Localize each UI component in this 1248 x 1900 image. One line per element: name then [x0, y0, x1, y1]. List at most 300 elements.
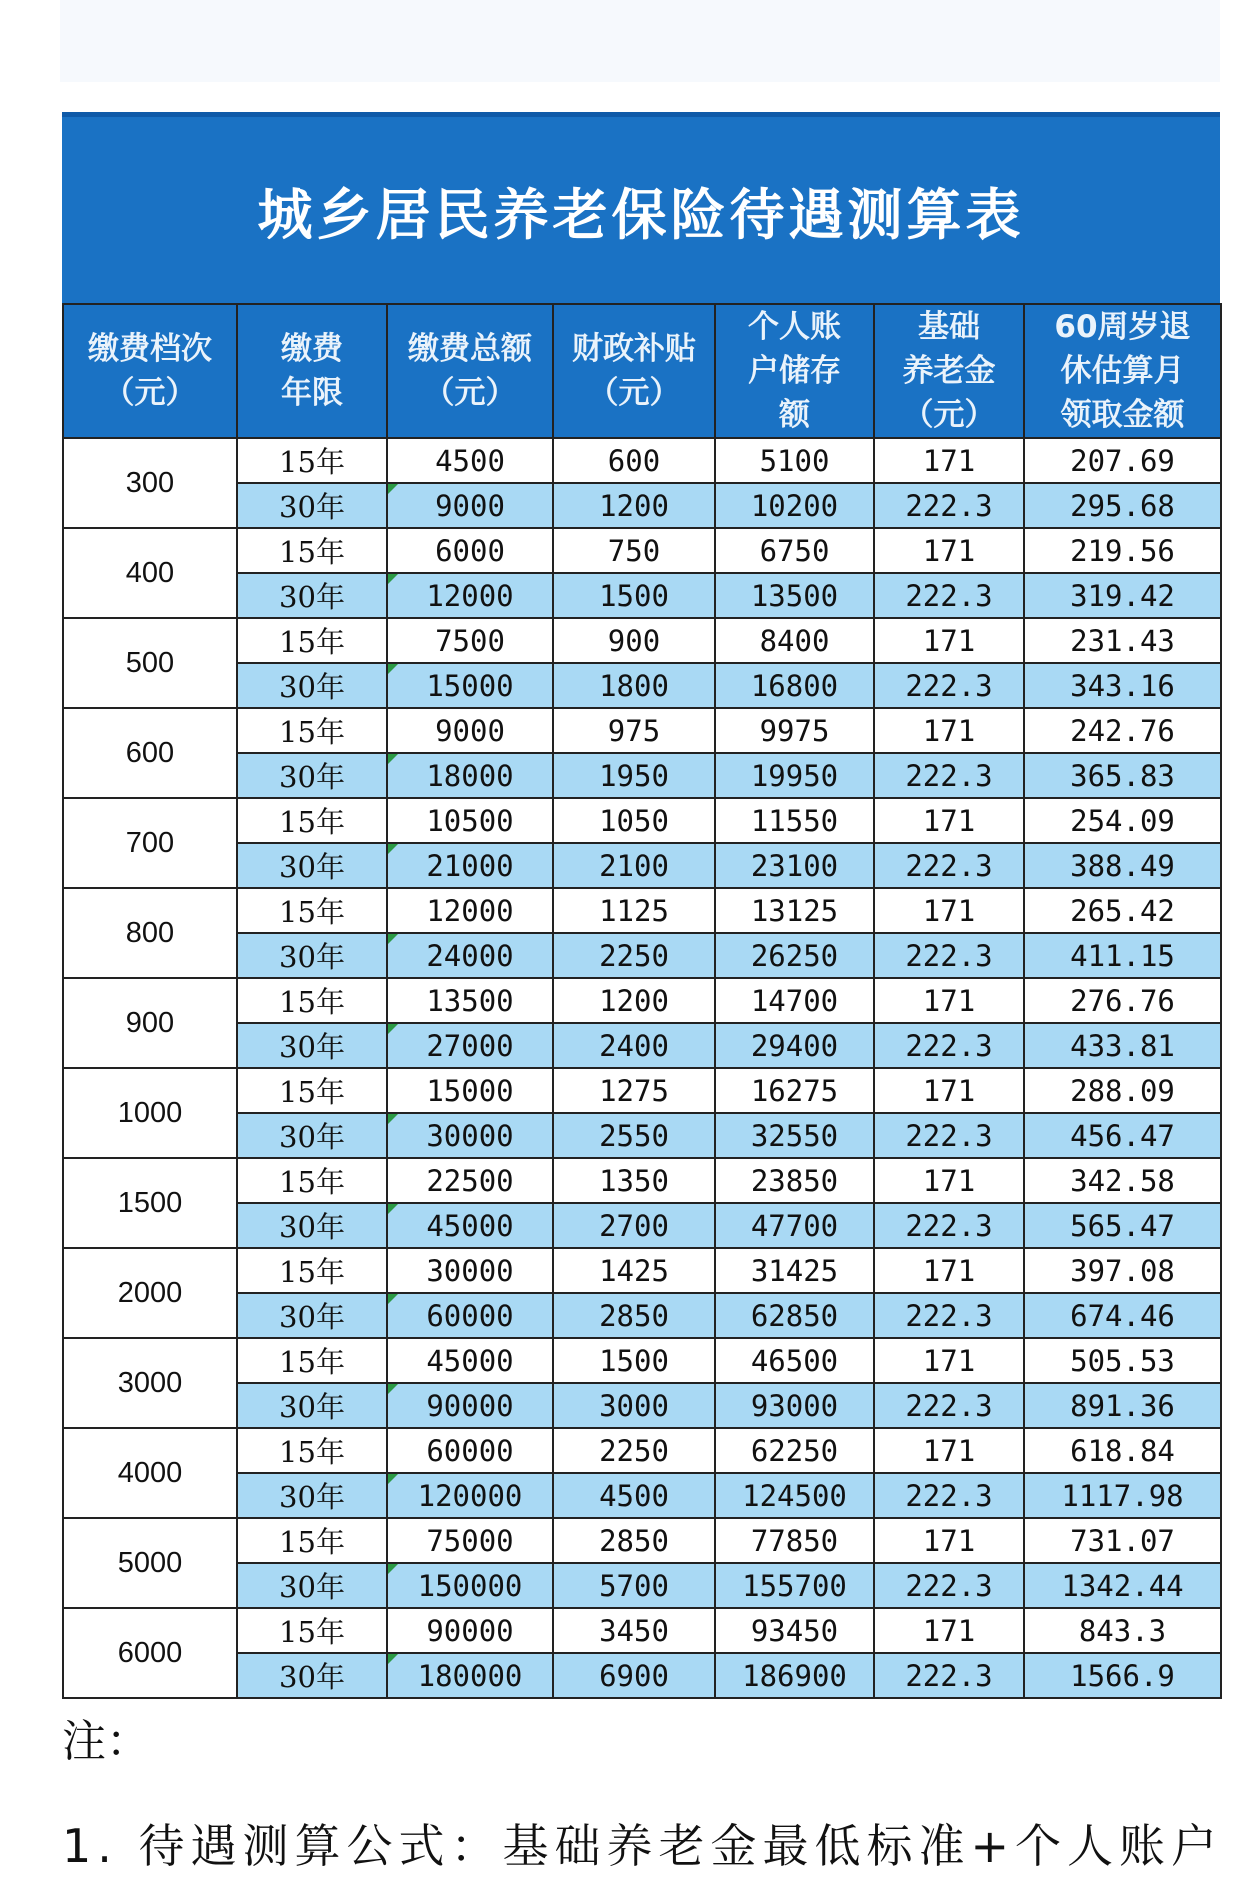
account-cell: [715, 1293, 874, 1338]
term-cell: [237, 1158, 387, 1203]
cell-value: 15年: [279, 445, 345, 479]
subsidy-cell: [553, 1428, 715, 1473]
cell-value: 433.81: [1070, 1028, 1175, 1063]
total-paid-cell: [387, 573, 553, 618]
cell-value: 365.83: [1070, 758, 1175, 793]
cell-value: 2550: [599, 1118, 669, 1153]
monthly-amount-cell: [1024, 438, 1221, 483]
total-paid-cell: [387, 888, 553, 933]
cell-note-flag-icon: [388, 934, 398, 944]
monthly-amount-cell: [1024, 888, 1221, 933]
grade-cell: 400: [63, 528, 237, 618]
table-row: [63, 1293, 1221, 1338]
term-cell: [237, 618, 387, 663]
cell-value: 207.69: [1070, 443, 1175, 478]
cell-value: 13500: [426, 983, 514, 1018]
cell-value: 15年: [279, 1075, 345, 1109]
cell-value: 2250: [599, 1433, 669, 1468]
total-paid-cell: [387, 798, 553, 843]
cell-value: 30年: [279, 1210, 345, 1244]
total-paid-cell: [387, 438, 553, 483]
basic-pension-cell: [874, 1338, 1024, 1383]
table-row: [63, 978, 1221, 1023]
column-header: [553, 304, 715, 438]
cell-value: 15年: [279, 625, 345, 659]
cell-value: 171: [922, 1343, 976, 1378]
cell-value: 30年: [279, 490, 345, 524]
cell-value: 30年: [279, 1120, 345, 1154]
subsidy-cell: [553, 1608, 715, 1653]
grade-cell: 1500: [63, 1158, 237, 1248]
cell-value: 505.53: [1070, 1343, 1175, 1378]
cell-value: 171: [922, 443, 976, 478]
cell-value: 62250: [750, 1433, 839, 1468]
account-cell: [715, 1473, 874, 1518]
total-paid-cell: [387, 933, 553, 978]
cell-value: 45000: [426, 1343, 514, 1378]
grade-cell: 500: [63, 618, 237, 708]
account-cell: [715, 798, 874, 843]
cell-value: 1125: [599, 893, 669, 928]
cell-value: 13500: [750, 578, 839, 613]
term-cell: [237, 438, 387, 483]
grade-cell: 600: [63, 708, 237, 798]
cell-value: 15年: [279, 1255, 345, 1289]
monthly-amount-cell: [1024, 1653, 1221, 1698]
cell-value: 30年: [279, 850, 345, 884]
cell-value: 186900: [742, 1658, 847, 1693]
column-header-line: 领取金额: [1060, 397, 1185, 433]
basic-pension-cell: [874, 978, 1024, 1023]
cell-value: 47700: [750, 1208, 839, 1243]
column-header-line: 财政补贴: [572, 331, 696, 367]
monthly-amount-cell: [1024, 843, 1221, 888]
table-row: [63, 528, 1221, 573]
term-cell: [237, 1023, 387, 1068]
cell-value: 171: [922, 803, 976, 838]
cell-note-flag-icon: [388, 1384, 398, 1394]
column-header-line: （元）: [423, 375, 517, 411]
total-paid-cell: [387, 1383, 553, 1428]
column-header: [1024, 304, 1221, 438]
basic-pension-cell: [874, 663, 1024, 708]
cell-note-flag-icon: [388, 754, 398, 764]
monthly-amount-cell: [1024, 798, 1221, 843]
cell-value: 4500: [435, 443, 505, 478]
grade-cell: 6000: [63, 1608, 237, 1698]
cell-value: 1950: [599, 758, 669, 793]
basic-pension-cell: [874, 438, 1024, 483]
grade-cell: 4000: [63, 1428, 237, 1518]
cell-value: 15年: [279, 715, 345, 749]
cell-value: 222.3: [905, 848, 993, 883]
cell-note-flag-icon: [388, 1204, 398, 1214]
cell-value: 6750: [759, 533, 830, 568]
cell-value: 30年: [279, 1300, 345, 1334]
term-cell: [237, 888, 387, 933]
cell-value: 1275: [599, 1073, 669, 1108]
basic-pension-cell: [874, 708, 1024, 753]
cell-value: 23100: [750, 848, 839, 883]
cell-value: 26250: [750, 938, 839, 973]
cell-value: 222.3: [905, 1298, 993, 1333]
account-cell: [715, 1653, 874, 1698]
cell-note-flag-icon: [388, 1564, 398, 1574]
cell-value: 222.3: [905, 578, 993, 613]
cell-note-flag-icon: [388, 1474, 398, 1484]
grade-cell: 900: [63, 978, 237, 1068]
term-cell: [237, 1203, 387, 1248]
column-header-line: 缴费总额: [408, 331, 532, 367]
cell-value: 900: [607, 623, 661, 658]
cell-value: 222.3: [905, 1568, 993, 1603]
account-cell: [715, 933, 874, 978]
cell-value: 180000: [417, 1658, 523, 1693]
pension-table-sheet: [62, 112, 1220, 1699]
cell-value: 231.43: [1070, 623, 1175, 658]
table-row: [63, 1338, 1221, 1383]
subsidy-cell: [553, 798, 715, 843]
column-header-line: （元）: [103, 375, 197, 411]
cell-value: 90000: [426, 1613, 514, 1648]
basic-pension-cell: [874, 798, 1024, 843]
total-paid-cell: [387, 618, 553, 663]
account-cell: [715, 1428, 874, 1473]
total-paid-cell: [387, 1338, 553, 1383]
cell-value: 1350: [599, 1163, 669, 1198]
cell-value: 30年: [279, 1480, 345, 1514]
table-row: [63, 843, 1221, 888]
total-paid-cell: [387, 1563, 553, 1608]
cell-value: 397.08: [1070, 1253, 1175, 1288]
term-cell: [237, 1518, 387, 1563]
cell-value: 222.3: [905, 668, 993, 703]
grade-cell: 2000: [63, 1248, 237, 1338]
column-header-line: 60周岁退: [1054, 309, 1191, 345]
term-cell: [237, 1248, 387, 1293]
subsidy-cell: [553, 708, 715, 753]
table-row: [63, 573, 1221, 618]
column-header-line: 额: [779, 397, 810, 433]
cell-value: 27000: [426, 1028, 514, 1063]
cell-value: 222.3: [905, 758, 993, 793]
cell-value: 15年: [279, 895, 345, 929]
cell-value: 8400: [759, 623, 830, 658]
cell-value: 15000: [426, 1073, 514, 1108]
table-row: [63, 1383, 1221, 1428]
cell-value: 30年: [279, 580, 345, 614]
cell-value: 1342.44: [1061, 1568, 1184, 1603]
cell-value: 150000: [417, 1568, 523, 1603]
basic-pension-cell: [874, 1563, 1024, 1608]
cell-value: 11550: [750, 803, 839, 838]
subsidy-cell: [553, 978, 715, 1023]
cell-value: 19950: [750, 758, 839, 793]
term-cell: [237, 1338, 387, 1383]
cell-value: 222.3: [905, 1208, 993, 1243]
cell-value: 222.3: [905, 1478, 993, 1513]
term-cell: [237, 708, 387, 753]
subsidy-cell: [553, 663, 715, 708]
term-cell: [237, 978, 387, 1023]
cell-value: 90000: [426, 1388, 514, 1423]
table-title: 城乡居民养老保险待遇测算表: [62, 112, 1220, 303]
basic-pension-cell: [874, 1383, 1024, 1428]
monthly-amount-cell: [1024, 663, 1221, 708]
table-row: [63, 1203, 1221, 1248]
grade-cell: 1000: [63, 1068, 237, 1158]
cell-value: 254.09: [1070, 803, 1175, 838]
subsidy-cell: [553, 1518, 715, 1563]
cell-value: 29400: [750, 1028, 839, 1063]
notes-formula: 1. 待遇测算公式：基础养老金最低标准+个人账户: [62, 1819, 1224, 1873]
total-paid-cell: [387, 1248, 553, 1293]
cell-value: 30年: [279, 940, 345, 974]
cell-note-flag-icon: [388, 1294, 398, 1304]
cell-value: 222.3: [905, 1118, 993, 1153]
monthly-amount-cell: [1024, 1518, 1221, 1563]
cell-value: 171: [922, 983, 976, 1018]
cell-value: 12000: [426, 893, 514, 928]
term-cell: [237, 843, 387, 888]
cell-value: 15年: [279, 535, 345, 569]
cell-value: 9975: [759, 713, 830, 748]
term-cell: [237, 1653, 387, 1698]
cell-value: 388.49: [1070, 848, 1175, 883]
table-row: [63, 1563, 1221, 1608]
term-cell: [237, 1383, 387, 1428]
cell-value: 15年: [279, 805, 345, 839]
account-cell: [715, 1248, 874, 1293]
cell-value: 3450: [599, 1613, 669, 1648]
cell-value: 32550: [750, 1118, 839, 1153]
cell-value: 288.09: [1070, 1073, 1175, 1108]
total-paid-cell: [387, 843, 553, 888]
cell-value: 120000: [417, 1478, 523, 1513]
term-cell: [237, 1068, 387, 1113]
table-row: [63, 483, 1221, 528]
cell-value: 6900: [599, 1658, 669, 1693]
table-row: [63, 1068, 1221, 1113]
cell-value: 2100: [599, 848, 669, 883]
table-row: [63, 1113, 1221, 1158]
cell-value: 674.46: [1070, 1298, 1175, 1333]
cell-value: 14700: [750, 983, 839, 1018]
cell-value: 731.07: [1070, 1523, 1175, 1558]
basic-pension-cell: [874, 1158, 1024, 1203]
cell-value: 62850: [750, 1298, 839, 1333]
cell-value: 265.42: [1070, 893, 1175, 928]
cell-value: 276.76: [1070, 983, 1175, 1018]
cell-value: 219.56: [1070, 533, 1175, 568]
cell-note-flag-icon: [388, 664, 398, 674]
cell-value: 343.16: [1070, 668, 1175, 703]
account-cell: [715, 1608, 874, 1653]
cell-value: 124500: [742, 1478, 847, 1513]
cell-value: 1117.98: [1061, 1478, 1184, 1513]
notes-section: [62, 1712, 1222, 1876]
column-header-line: 缴费档次: [88, 331, 212, 367]
column-header-line: 年限: [281, 375, 343, 411]
cell-value: 7500: [435, 623, 505, 658]
basic-pension-cell: [874, 888, 1024, 933]
subsidy-cell: [553, 933, 715, 978]
account-cell: [715, 528, 874, 573]
column-header-line: 户储存: [748, 353, 841, 389]
table-row: [63, 1158, 1221, 1203]
cell-value: 171: [922, 1253, 976, 1288]
top-band: [60, 0, 1220, 82]
cell-value: 222.3: [905, 488, 993, 523]
cell-value: 10500: [426, 803, 514, 838]
monthly-amount-cell: [1024, 1068, 1221, 1113]
cell-value: 15年: [279, 1345, 345, 1379]
subsidy-cell: [553, 843, 715, 888]
monthly-amount-cell: [1024, 1023, 1221, 1068]
cell-value: 22500: [426, 1163, 514, 1198]
term-cell: [237, 528, 387, 573]
grade-cell: 300: [63, 438, 237, 528]
basic-pension-cell: [874, 933, 1024, 978]
monthly-amount-cell: [1024, 528, 1221, 573]
account-cell: [715, 1023, 874, 1068]
cell-value: 93000: [750, 1388, 839, 1423]
cell-value: 10200: [750, 488, 839, 523]
table-row: [63, 1428, 1221, 1473]
column-header: [874, 304, 1024, 438]
cell-value: 1500: [599, 578, 669, 613]
account-cell: [715, 1383, 874, 1428]
cell-value: 171: [922, 1163, 976, 1198]
total-paid-cell: [387, 663, 553, 708]
monthly-amount-cell: [1024, 1248, 1221, 1293]
pension-table: [62, 303, 1222, 1699]
account-cell: [715, 1518, 874, 1563]
subsidy-cell: [553, 1383, 715, 1428]
monthly-amount-cell: [1024, 1473, 1221, 1518]
cell-value: 60000: [426, 1433, 514, 1468]
monthly-amount-cell: [1024, 933, 1221, 978]
table-body: [63, 438, 1221, 1698]
basic-pension-cell: [874, 1248, 1024, 1293]
cell-note-flag-icon: [388, 1024, 398, 1034]
cell-value: 1200: [599, 488, 669, 523]
cell-value: 1050: [599, 803, 669, 838]
table-row: [63, 798, 1221, 843]
total-paid-cell: [387, 1653, 553, 1698]
column-header-line: 个人账: [748, 309, 841, 345]
cell-value: 1800: [599, 668, 669, 703]
monthly-amount-cell: [1024, 753, 1221, 798]
table-row: [63, 663, 1221, 708]
cell-value: 15年: [279, 1165, 345, 1199]
cell-note-flag-icon: [388, 1114, 398, 1124]
term-cell: [237, 1293, 387, 1338]
cell-value: 45000: [426, 1208, 514, 1243]
cell-value: 9000: [435, 713, 505, 748]
cell-value: 23850: [750, 1163, 839, 1198]
subsidy-cell: [553, 1653, 715, 1698]
cell-value: 18000: [426, 758, 514, 793]
cell-value: 750: [607, 533, 661, 568]
header-row: [63, 304, 1221, 438]
cell-value: 456.47: [1070, 1118, 1175, 1153]
total-paid-cell: [387, 1068, 553, 1113]
account-cell: [715, 1158, 874, 1203]
cell-value: 30000: [426, 1118, 514, 1153]
account-cell: [715, 708, 874, 753]
cell-value: 15年: [279, 1435, 345, 1469]
subsidy-cell: [553, 618, 715, 663]
table-row: [63, 1518, 1221, 1563]
column-header: [715, 304, 874, 438]
cell-value: 222.3: [905, 938, 993, 973]
cell-note-flag-icon: [388, 1654, 398, 1664]
grade-cell: 800: [63, 888, 237, 978]
cell-value: 75000: [426, 1523, 514, 1558]
cell-value: 60000: [426, 1298, 514, 1333]
basic-pension-cell: [874, 1023, 1024, 1068]
subsidy-cell: [553, 1158, 715, 1203]
cell-value: 30000: [426, 1253, 514, 1288]
basic-pension-cell: [874, 1293, 1024, 1338]
cell-value: 2250: [599, 938, 669, 973]
cell-value: 77850: [750, 1523, 839, 1558]
monthly-amount-cell: [1024, 1338, 1221, 1383]
account-cell: [715, 1338, 874, 1383]
cell-value: 30年: [279, 760, 345, 794]
monthly-amount-cell: [1024, 978, 1221, 1023]
total-paid-cell: [387, 1293, 553, 1338]
subsidy-cell: [553, 1203, 715, 1248]
monthly-amount-cell: [1024, 1293, 1221, 1338]
column-header: [387, 304, 553, 438]
table-row: [63, 1023, 1221, 1068]
cell-value: 171: [922, 713, 976, 748]
cell-value: 342.58: [1070, 1163, 1175, 1198]
subsidy-cell: [553, 1068, 715, 1113]
basic-pension-cell: [874, 1068, 1024, 1113]
term-cell: [237, 1428, 387, 1473]
cell-value: 171: [922, 533, 976, 568]
cell-value: 31425: [750, 1253, 839, 1288]
cell-value: 171: [922, 1073, 976, 1108]
term-cell: [237, 933, 387, 978]
basic-pension-cell: [874, 1428, 1024, 1473]
subsidy-cell: [553, 1248, 715, 1293]
grade-cell: 700: [63, 798, 237, 888]
account-cell: [715, 618, 874, 663]
total-paid-cell: [387, 1203, 553, 1248]
basic-pension-cell: [874, 1473, 1024, 1518]
monthly-amount-cell: [1024, 483, 1221, 528]
cell-value: 171: [922, 1523, 976, 1558]
cell-value: 600: [607, 443, 661, 478]
term-cell: [237, 663, 387, 708]
table-row: [63, 438, 1221, 483]
basic-pension-cell: [874, 1608, 1024, 1653]
cell-value: 155700: [742, 1568, 847, 1603]
subsidy-cell: [553, 438, 715, 483]
subsidy-cell: [553, 753, 715, 798]
cell-value: 2850: [599, 1523, 669, 1558]
basic-pension-cell: [874, 573, 1024, 618]
table-row: [63, 753, 1221, 798]
basic-pension-cell: [874, 1518, 1024, 1563]
subsidy-cell: [553, 1563, 715, 1608]
total-paid-cell: [387, 1428, 553, 1473]
cell-value: 411.15: [1070, 938, 1175, 973]
